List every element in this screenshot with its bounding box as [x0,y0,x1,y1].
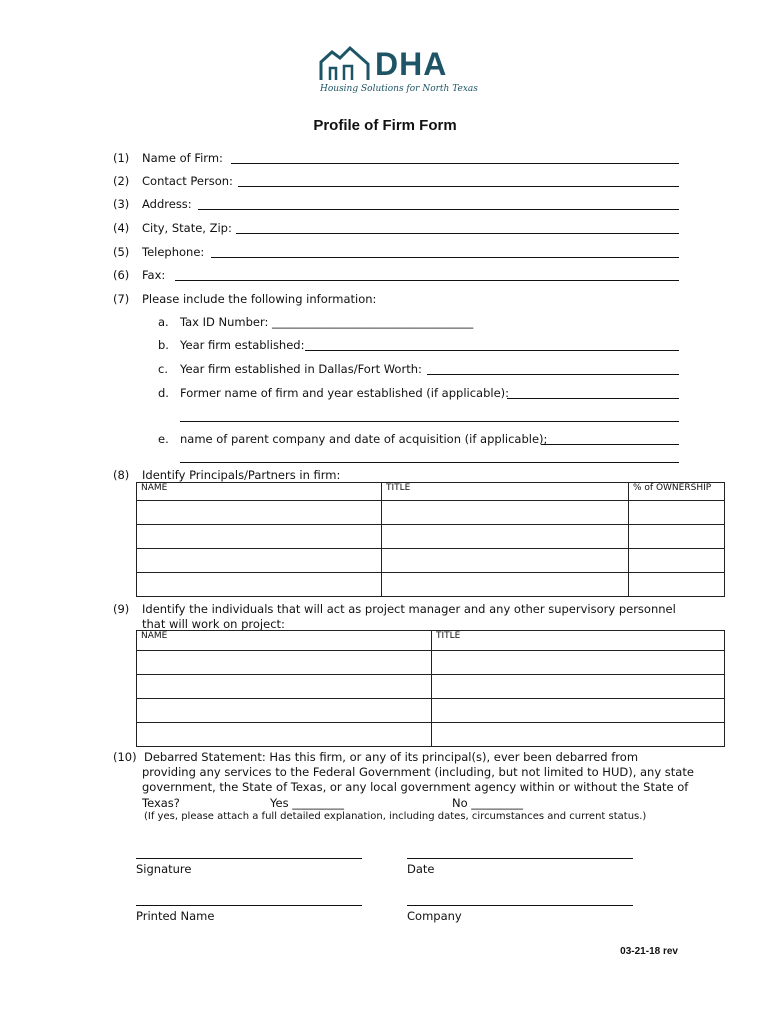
table-cell[interactable] [629,501,725,525]
field-label-address: Address: [142,197,192,211]
printed-name-label: Printed Name [136,909,215,923]
section10-note: (If yes, please attach a full detailed explanation, including dates, circumstances and current status.) [144,811,647,822]
table-cell[interactable] [629,549,725,573]
former-name-label: Former name of firm and year established (if applicable): [180,386,510,400]
table-cell[interactable] [382,501,629,525]
field-number: (6) [113,268,130,282]
table-cell[interactable] [432,651,725,675]
table-cell[interactable] [137,501,382,525]
table-row [137,525,725,549]
table-cell[interactable] [629,573,725,597]
section9-line2: that will work on project: [142,617,285,631]
table-header-row [137,483,725,501]
parent-company-line[interactable] [541,444,679,445]
field-label-contact-person: Contact Person: [142,174,233,188]
former-name-line-2[interactable] [180,421,679,422]
table-row [137,573,725,597]
telephone-line[interactable] [211,257,679,258]
table-cell[interactable] [137,549,382,573]
signature-line[interactable] [136,858,362,859]
table-cell[interactable] [137,651,432,675]
table-cell[interactable] [137,699,432,723]
parent-company-label: name of parent company and date of acquisition (if applicable); [180,432,548,446]
section-number: (10) [113,750,137,764]
item-letter: c. [158,362,168,376]
contact-person-line[interactable] [238,186,679,187]
company-line[interactable] [407,905,633,906]
field-number: (1) [113,151,130,165]
no-option[interactable]: No _________ [452,796,524,810]
table-header-row [137,631,725,651]
field-label-firm-name: Name of Firm: [142,151,223,165]
table-row [137,723,725,747]
tax-id-label: Tax ID Number: ___________________________________ [180,315,474,329]
section8-label: Identify Principals/Partners in firm: [142,468,341,482]
date-line[interactable] [407,858,633,859]
section-number: (9) [113,602,130,616]
section-number: (7) [113,292,130,306]
table-row [137,675,725,699]
field-number: (2) [113,174,130,188]
parent-company-line-2[interactable] [180,462,679,463]
column-header-title: TITLE [382,483,629,501]
table-cell[interactable] [137,723,432,747]
yes-option[interactable]: Yes _________ [270,796,344,810]
logo-wordmark: DHA [375,46,448,82]
year-dfw-label: Year firm established in Dallas/Fort Worth: [180,362,422,376]
table-cell[interactable] [382,573,629,597]
table-cell[interactable] [432,723,725,747]
former-name-line[interactable] [507,398,679,399]
logo-tagline: Housing Solutions for North Texas [320,84,478,94]
table-cell[interactable] [137,675,432,699]
item-letter: d. [158,386,169,400]
signature-label: Signature [136,862,192,876]
item-letter: e. [158,432,169,446]
table-row [137,549,725,573]
company-label: Company [407,909,462,923]
year-established-line[interactable] [305,350,679,351]
column-header-title: TITLE [432,631,725,651]
field-number: (5) [113,245,130,259]
field-label-city-state-zip: City, State, Zip: [142,221,232,235]
firm-name-line[interactable] [231,163,679,164]
table-cell[interactable] [382,525,629,549]
column-header-name: NAME [137,631,432,651]
table-cell[interactable] [137,525,382,549]
form-title: Profile of Firm Form [313,117,457,134]
principals-table [136,482,725,597]
section9-line1: Identify the individuals that will act as project manager and any other supervisory personnel [142,602,676,616]
table-cell[interactable] [629,525,725,549]
column-header-ownership: % of OWNERSHIP [629,483,725,501]
personnel-table [136,630,725,747]
year-established-label: Year firm established: [180,338,305,352]
section10-line2: providing any services to the Federal Government (including, but not limited to HUD), any state [142,765,694,779]
column-header-name: NAME [137,483,382,501]
table-cell[interactable] [432,699,725,723]
field-number: (3) [113,197,130,211]
section10-line3: government, the State of Texas, or any local government agency within or without the State of [142,780,689,794]
table-row [137,699,725,723]
address-line[interactable] [198,209,679,210]
field-label-fax: Fax: [142,268,166,282]
revision-label: 03-21-18 rev [620,946,678,957]
table-cell[interactable] [382,549,629,573]
table-cell[interactable] [432,675,725,699]
printed-name-line[interactable] [136,905,362,906]
item-letter: a. [158,315,169,329]
item-letter: b. [158,338,169,352]
table-cell[interactable] [137,573,382,597]
table-row [137,501,725,525]
section-number: (8) [113,468,130,482]
section10-line4: Texas? [142,796,180,810]
city-state-zip-line[interactable] [236,233,679,234]
house-logo-icon [318,44,374,82]
date-label: Date [407,862,435,876]
section7-label: Please include the following information: [142,292,377,306]
section10-line1: Debarred Statement: Has this firm, or any of its principal(s), ever been debarred from [144,750,639,764]
table-row [137,651,725,675]
field-number: (4) [113,221,130,235]
fax-line[interactable] [175,280,679,281]
year-dfw-line[interactable] [427,374,679,375]
field-label-telephone: Telephone: [142,245,205,259]
